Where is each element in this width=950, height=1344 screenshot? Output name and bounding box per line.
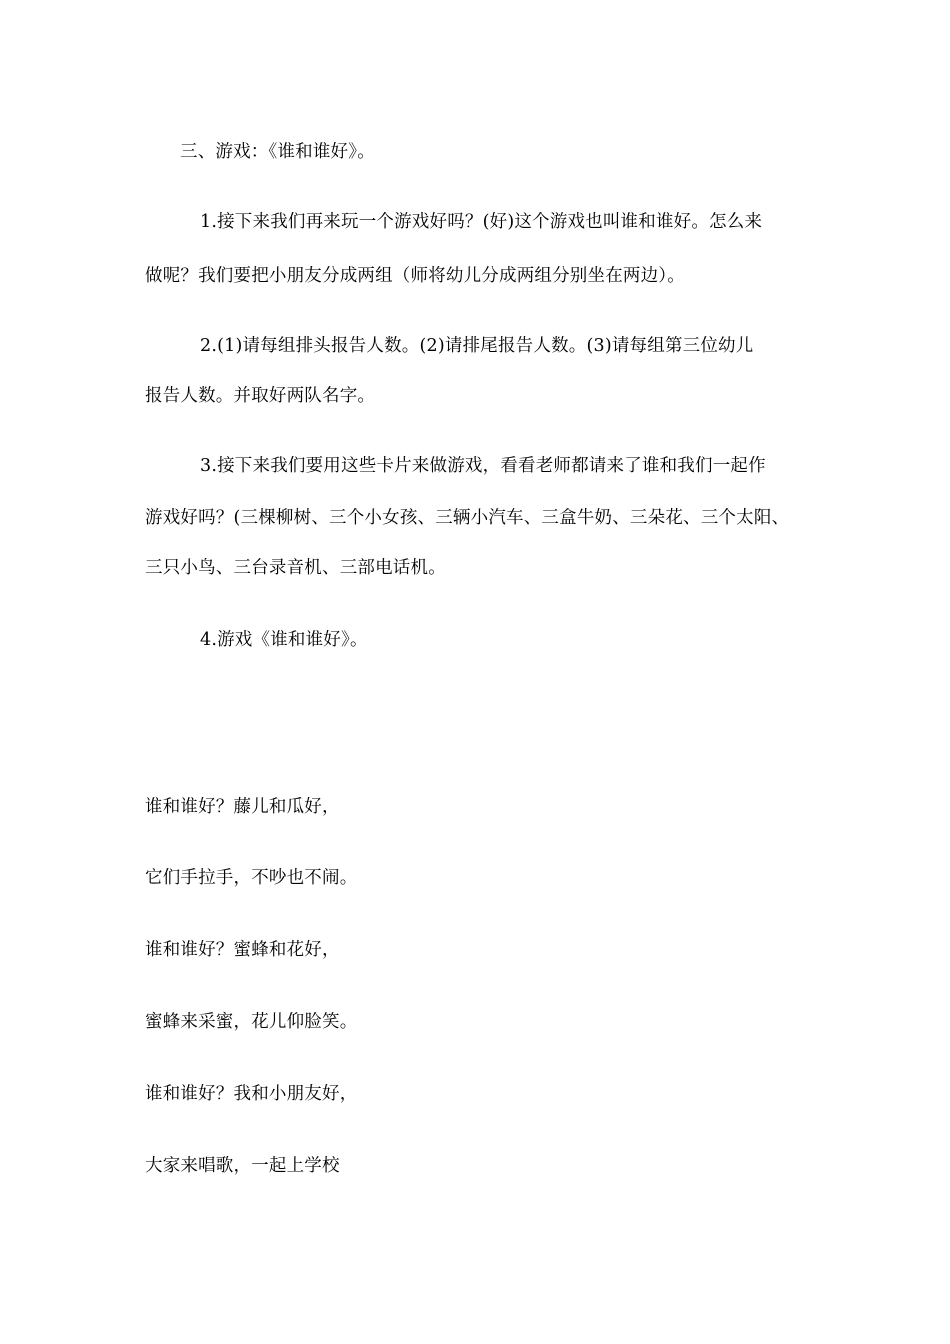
paragraph-1-line-2: 做呢？我们要把小朋友分成两组（师将幼儿分成两组分别坐在两边）。 xyxy=(145,266,685,286)
poem-line-2: 它们手拉手，不吵也不闹。 xyxy=(145,868,358,888)
paragraph-3-line-3: 三只小鸟、三台录音机、三部电话机。 xyxy=(145,558,446,578)
paragraph-2-line-2: 报告人数。并取好两队名字。 xyxy=(145,386,376,406)
paragraph-2-line-1: 2.(1)请每组排头报告人数。(2)请排尾报告人数。(3)请每组第三位幼儿 xyxy=(200,336,754,356)
paragraph-4-line-1: 4.游戏《谁和谁好》。 xyxy=(200,630,368,650)
paragraph-3-line-2: 游戏好吗？(三棵柳树、三个小女孩、三辆小汽车、三盒牛奶、三朵花、三个太阳、 xyxy=(145,508,790,528)
section-heading: 三、游戏：《谁和谁好》。 xyxy=(180,142,375,162)
poem-line-4: 蜜蜂来采蜜，花儿仰脸笑。 xyxy=(145,1012,358,1032)
paragraph-1-line-1: 1.接下来我们再来玩一个游戏好吗？(好)这个游戏也叫谁和谁好。怎么来 xyxy=(200,212,763,232)
poem-line-6: 大家来唱歌，一起上学校 xyxy=(145,1156,340,1176)
poem-line-5: 谁和谁好？我和小朋友好， xyxy=(145,1084,358,1104)
poem-line-3: 谁和谁好？蜜蜂和花好， xyxy=(145,940,340,960)
paragraph-3-line-1: 3.接下来我们要用这些卡片来做游戏，看看老师都请来了谁和我们一起作 xyxy=(200,456,766,476)
poem-line-1: 谁和谁好？藤儿和瓜好， xyxy=(145,797,340,817)
